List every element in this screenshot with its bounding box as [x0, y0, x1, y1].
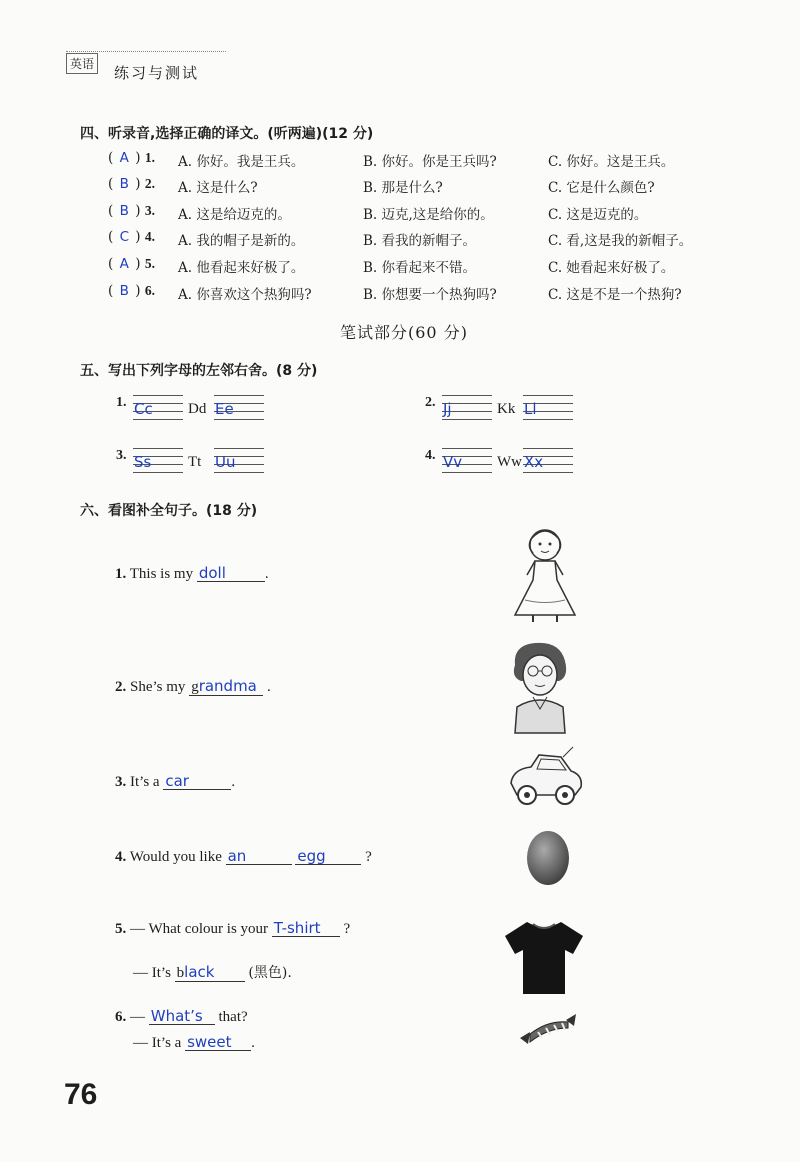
q5-response-blank: [175, 964, 245, 982]
q6-dash: —: [130, 1009, 145, 1025]
answer-mark: B: [119, 203, 129, 219]
grandma-picture: [505, 637, 575, 737]
section4-item: [108, 256, 748, 276]
answer-mark: B: [119, 283, 129, 299]
q2-number: 2.: [115, 679, 127, 695]
answer-paren-close: ): [135, 283, 141, 299]
q3-sentence: [115, 773, 235, 791]
given-letter: Kk: [497, 401, 516, 417]
left-letter-answer: Vv: [443, 453, 463, 471]
left-letter-answer: Cc: [134, 400, 153, 418]
option-a: A. 他看起来好极了。: [178, 260, 305, 276]
answer-paren-open: (: [108, 150, 114, 166]
option-b: B. 迈克,这是给你的。: [363, 207, 494, 223]
option-b: B. 看我的新帽子。: [363, 233, 477, 249]
section4-item: [108, 283, 748, 303]
q1-number: 1.: [115, 566, 127, 582]
section4-title: 四、听录音,选择正确的译文。(听两遍)(12 分): [80, 126, 374, 142]
left-letter-answer: Ss: [134, 453, 152, 471]
option-c: C. 你好。这是王兵。: [548, 154, 675, 170]
section4-item: [108, 203, 748, 223]
item-number: 2.: [144, 176, 155, 191]
section4-item: [108, 150, 748, 170]
header-rule: [66, 51, 226, 52]
q5-question: [115, 920, 350, 938]
answer-paren-open: (: [108, 229, 114, 245]
answer-paren-open: (: [108, 283, 114, 299]
q3-prefix: It’s a: [130, 774, 160, 790]
answer-paren-close: ): [135, 229, 141, 245]
q5-response-answer: lack: [184, 963, 215, 981]
right-letter-answer: Ll: [524, 400, 537, 418]
letter-neighbors-item: [425, 395, 595, 429]
option-b: B. 那是什么?: [363, 180, 443, 196]
item-number: 4.: [425, 448, 436, 463]
item-number: 3.: [144, 203, 155, 218]
answer-mark: A: [119, 150, 129, 166]
q4-number: 4.: [115, 849, 127, 865]
q6-response: [133, 1034, 255, 1052]
sweet-picture: [518, 1010, 578, 1050]
answer-paren-open: (: [108, 256, 114, 272]
q6-answer: What’s: [149, 1008, 215, 1025]
section5-title: 五、写出下列字母的左邻右舍。(8 分): [80, 363, 318, 379]
q3-number: 3.: [115, 774, 127, 790]
letter-neighbors-item: [425, 448, 595, 482]
egg-picture: [525, 828, 571, 886]
q4-answer-article: an: [226, 848, 292, 865]
q1-period: .: [264, 566, 269, 582]
option-a: A. 我的帽子是新的。: [178, 233, 305, 249]
tshirt-picture: [503, 918, 585, 996]
q4-question-mark: ?: [365, 849, 372, 865]
right-letter-answer: Xx: [524, 453, 544, 471]
q1-sentence: [115, 565, 269, 583]
q2-prefix: She’s my: [130, 679, 186, 695]
letter-neighbors-item: [116, 448, 286, 482]
q5-response: [133, 962, 292, 982]
q2-sentence: [115, 678, 271, 696]
doll-picture: [505, 525, 585, 625]
q4-answer-noun: egg: [295, 848, 361, 865]
q5-hint: (黑色).: [248, 965, 292, 981]
q5-response-prefix: — It’s: [133, 965, 171, 981]
answer-mark: A: [119, 256, 129, 272]
option-c: C. 看,这是我的新帽子。: [548, 233, 693, 249]
option-b: B. 你好。你是王兵吗?: [363, 154, 497, 170]
q3-period: .: [231, 774, 236, 790]
answer-paren-close: ): [135, 150, 141, 166]
q1-prefix: This is my: [129, 566, 194, 582]
answer-paren-close: ): [135, 176, 141, 192]
q2-period: .: [266, 679, 271, 695]
answer-mark: C: [119, 229, 129, 245]
q5-question-mark: ?: [343, 921, 351, 937]
section4-item: [108, 176, 748, 196]
item-number: 5.: [144, 256, 155, 271]
section6-title: 六、看图补全句子。(18 分): [80, 503, 258, 519]
item-number: 6.: [144, 283, 155, 298]
answer-paren-open: (: [108, 176, 114, 192]
option-c: C. 它是什么颜色?: [548, 180, 655, 196]
right-letter-answer: Uu: [215, 453, 236, 471]
item-number: 4.: [144, 229, 155, 244]
option-a: A. 你喜欢这个热狗吗?: [178, 287, 312, 303]
book-title: 练习与测试: [114, 64, 200, 82]
q4-sentence: [115, 848, 372, 866]
answer-paren-close: ): [135, 256, 141, 272]
given-letter: Dd: [188, 401, 207, 417]
q6-number: 6.: [115, 1009, 127, 1025]
q4-prefix: Would you like: [129, 849, 222, 865]
toy-car-picture: [505, 745, 585, 810]
answer-mark: B: [119, 176, 129, 192]
q2-answer: randma: [198, 677, 257, 695]
option-c: C. 这是不是一个热狗?: [548, 287, 682, 303]
page-number: 76: [64, 1078, 98, 1111]
answer-paren-open: (: [108, 203, 114, 219]
item-number: 1.: [116, 395, 127, 410]
q5-number: 5.: [115, 921, 127, 937]
option-b: B. 你想要一个热狗吗?: [363, 287, 497, 303]
q3-answer: car: [163, 773, 231, 790]
left-letter-answer: Jj: [443, 400, 452, 418]
q6-response-period: .: [251, 1035, 255, 1051]
option-b: B. 你看起来不错。: [363, 260, 477, 276]
given-letter: Tt: [188, 454, 202, 470]
option-c: C. 她看起来好极了。: [548, 260, 675, 276]
letter-neighbors-item: [116, 395, 286, 429]
q6-question: [115, 1008, 248, 1026]
q6-response-prefix: — It’s a: [133, 1035, 182, 1051]
option-c: C. 这是迈克的。: [548, 207, 648, 223]
q5-given-letter: b: [176, 965, 185, 981]
item-number: 2.: [425, 395, 436, 410]
item-number: 3.: [116, 448, 127, 463]
q6-suffix: that?: [218, 1009, 248, 1025]
given-letter: Ww: [497, 454, 522, 470]
option-a: A. 你好。我是王兵。: [178, 154, 305, 170]
section4-item: [108, 229, 748, 249]
q5-prefix: — What colour is your: [130, 921, 269, 937]
option-a: A. 这是给迈克的。: [178, 207, 291, 223]
q1-answer: doll: [197, 565, 265, 582]
q2-given-letter: g: [191, 679, 199, 695]
answer-paren-close: ): [135, 203, 141, 219]
written-part-title: 笔试部分(60 分): [340, 323, 468, 342]
option-a: A. 这是什么?: [178, 180, 258, 196]
q2-blank: [189, 678, 263, 696]
q6-response-answer: sweet: [185, 1034, 251, 1051]
subject-label: 英语: [66, 53, 98, 74]
right-letter-answer: Ee: [215, 400, 234, 418]
item-number: 1.: [144, 150, 155, 165]
q5-answer: T-shirt: [272, 920, 340, 937]
